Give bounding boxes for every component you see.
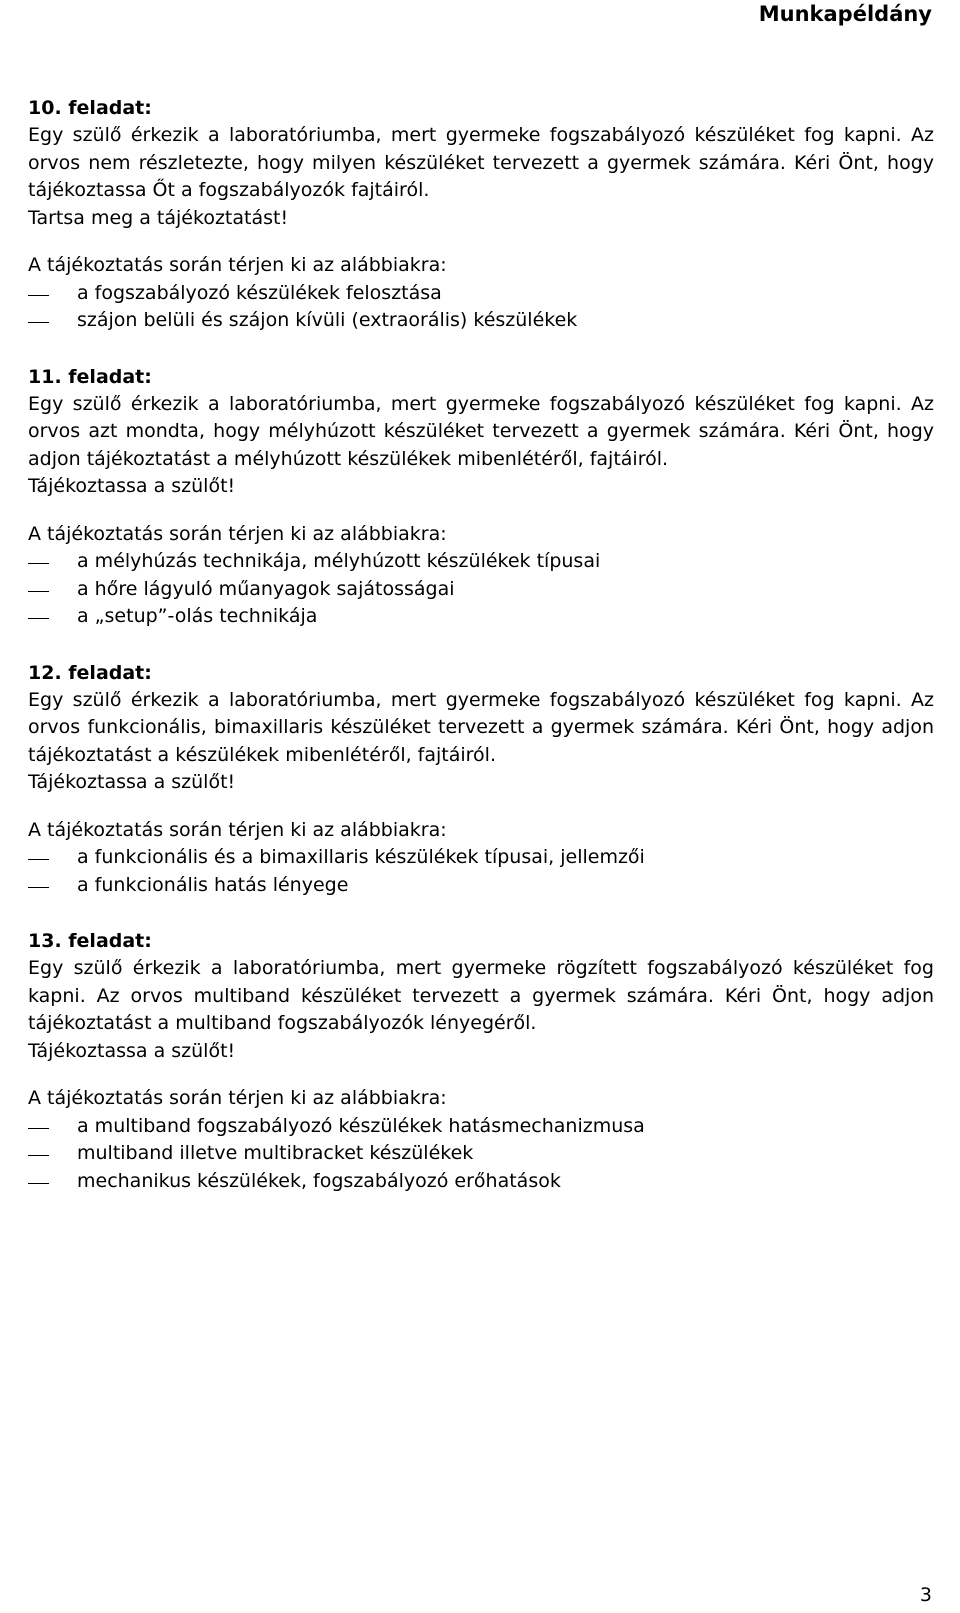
- list-item-text: a „setup”-olás technikája: [77, 605, 318, 627]
- list-item-text: mechanikus készülékek, fogszabályozó erőhatások: [77, 1169, 561, 1192]
- task-title: 11. feladat:: [28, 365, 152, 388]
- dash-bullet-icon: [28, 295, 49, 296]
- task-instruction: Tartsa meg a tájékoztatást!: [28, 206, 289, 229]
- document-body: [28, 95, 934, 1195]
- list-item-text: multiband illetve multibracket készülékek: [77, 1142, 474, 1164]
- topics-intro: A tájékoztatás során térjen ki az alábbiakra:: [28, 254, 447, 276]
- task-title: 12. feladat:: [28, 661, 152, 684]
- list-item: [28, 576, 934, 604]
- list-item: [28, 280, 934, 308]
- task-title: 10. feladat:: [28, 97, 152, 119]
- dash-bullet-icon: [28, 322, 49, 323]
- list-item-text: a mélyhúzás technikája, mélyhúzott készülékek típusai: [77, 550, 601, 572]
- dash-bullet-icon: [28, 563, 49, 564]
- task-12: [28, 660, 934, 900]
- list-item-text: a multiband fogszabályozó készülékek hatásmechanizmusa: [77, 1114, 645, 1137]
- list-item: [28, 548, 934, 576]
- task-title: 13. feladat:: [28, 930, 152, 952]
- list-item: [28, 307, 934, 335]
- document-header-label: Munkapéldány: [758, 2, 932, 26]
- topics-list: [28, 1113, 934, 1196]
- list-item: [28, 1140, 934, 1168]
- list-item-text: szájon belüli és szájon kívüli (extraorális) készülékek: [77, 309, 578, 331]
- dash-bullet-icon: [28, 618, 49, 619]
- dash-bullet-icon: [28, 887, 49, 888]
- list-item: [28, 603, 934, 631]
- list-item-text: a fogszabályozó készülékek felosztása: [77, 281, 442, 304]
- topics-intro: A tájékoztatás során térjen ki az alábbiakra:: [28, 1087, 447, 1109]
- page-number: 3: [919, 1584, 932, 1606]
- list-item-text: a funkcionális hatás lényege: [77, 873, 349, 896]
- list-item: [28, 1113, 934, 1141]
- dash-bullet-icon: [28, 1128, 49, 1129]
- topics-intro: A tájékoztatás során térjen ki az alábbiakra:: [28, 522, 447, 545]
- topics-list: [28, 280, 934, 335]
- task-10: [28, 95, 934, 335]
- dash-bullet-icon: [28, 1155, 49, 1156]
- task-description: Egy szülő érkezik a laboratóriumba, mert gyermeke fogszabályozó készüléket fog kapni. Az orvos nem részletezte, hogy milyen készüléket tervezett a gyermek számára. Kéri Önt, hogy tájékoztassa Őt a fogszabályozók fajtáiról.: [28, 124, 934, 201]
- list-item-text: a hőre lágyuló műanyagok sajátosságai: [77, 577, 455, 600]
- topics-list: [28, 844, 934, 899]
- list-item: [28, 844, 934, 872]
- task-13: [28, 928, 934, 1195]
- task-description: Egy szülő érkezik a laboratóriumba, mert gyermeke fogszabályozó készüléket fog kapni. Az orvos funkcionális, bimaxillaris készüléket tervezett a gyermek számára. Kéri Önt, hogy adjon tájékoztatást a készülékek mibenlétéről, fajtáiról.: [28, 688, 934, 766]
- dash-bullet-icon: [28, 1183, 49, 1184]
- task-11: [28, 364, 934, 631]
- list-item: [28, 1168, 934, 1196]
- task-instruction: Tájékoztassa a szülőt!: [28, 1039, 236, 1062]
- topics-list: [28, 548, 934, 631]
- task-instruction: Tájékoztassa a szülőt!: [28, 771, 236, 793]
- list-item-text: a funkcionális és a bimaxillaris készülékek típusai, jellemzői: [77, 846, 645, 868]
- dash-bullet-icon: [28, 591, 49, 592]
- task-description: Egy szülő érkezik a laboratóriumba, mert gyermeke fogszabályozó készüléket fog kapni. Az orvos azt mondta, hogy mélyhúzott készüléket tervezett a gyermek számára. Kéri Önt, hogy adjon tájékoztatást a mélyhúzott készülékek mibenlétéről, fajtáiról.: [28, 392, 934, 470]
- dash-bullet-icon: [28, 859, 49, 860]
- task-instruction: Tájékoztassa a szülőt!: [28, 475, 236, 497]
- task-description: Egy szülő érkezik a laboratóriumba, mert gyermeke rögzített fogszabályozó készüléket fog kapni. Az orvos multiband készüléket tervezett a gyermek számára. Kéri Önt, hogy adjon tájékoztatást a multiband fogszabályozók lényegéről.: [28, 957, 934, 1034]
- list-item: [28, 872, 934, 900]
- topics-intro: A tájékoztatás során térjen ki az alábbiakra:: [28, 818, 447, 841]
